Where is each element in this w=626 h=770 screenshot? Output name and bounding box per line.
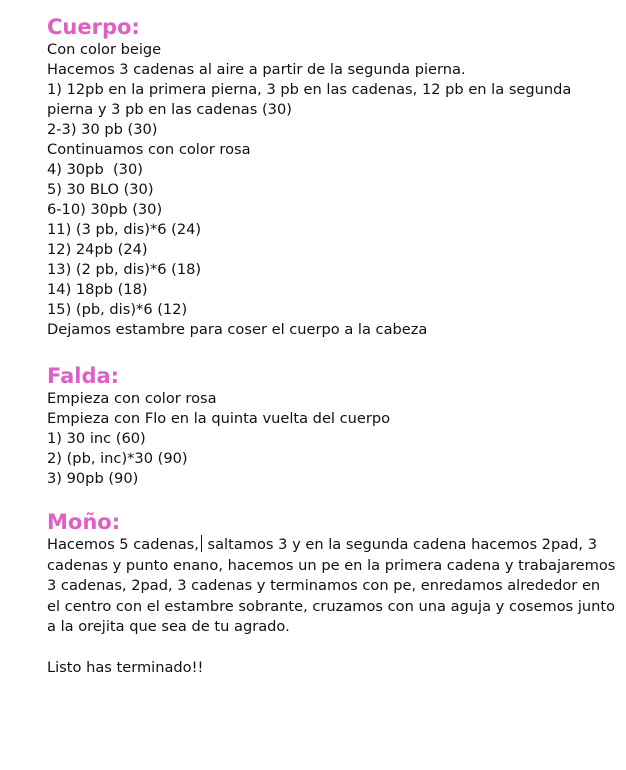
instruction-line: Hacemos 3 cadenas al aire a partir de la segunda pierna. bbox=[47, 61, 466, 78]
cuerpo-lines bbox=[47, 40, 617, 340]
pattern-document bbox=[47, 14, 617, 678]
instruction-line: 3) 90pb (90) bbox=[47, 470, 139, 487]
instruction-line: 5) 30 BLO (30) bbox=[47, 181, 154, 198]
text-cursor-icon bbox=[201, 535, 202, 552]
instruction-line: 4) 30pb (30) bbox=[47, 161, 143, 178]
instruction-line: 13) (2 pb, dis)*6 (18) bbox=[47, 261, 202, 278]
instruction-line: Empieza con color rosa bbox=[47, 390, 217, 407]
instruction-line: 1) 12pb en la primera pierna, 3 pb en las cadenas, 12 pb en la segunda bbox=[47, 81, 572, 98]
instruction-line: 12) 24pb (24) bbox=[47, 241, 148, 258]
instruction-line: 14) 18pb (18) bbox=[47, 281, 148, 298]
instruction-line: 15) (pb, dis)*6 (12) bbox=[47, 301, 188, 318]
instruction-line: 2-3) 30 pb (30) bbox=[47, 121, 158, 138]
instruction-line: Empieza con Flo en la quinta vuelta del cuerpo bbox=[47, 410, 391, 427]
heading-mono: Moño: bbox=[47, 510, 121, 534]
instruction-line: Con color beige bbox=[47, 41, 162, 58]
mono-paragraph-rest: saltamos 3 y en la segunda cadena hacemos 2pad, 3 cadenas y punto enano, hacemos un pe en la primera cadena y trabajaremos 3 cadenas, 2pad, 3 cadenas y terminamos con pe, enredamos alrededor en el centro con el estambre sobrante, cruzamos con una aguja y cosemos junto a la orejita que sea de tu agrado. bbox=[47, 536, 616, 635]
instruction-line: pierna y 3 pb en las cadenas (30) bbox=[47, 101, 292, 118]
instruction-line: 11) (3 pb, dis)*6 (24) bbox=[47, 221, 202, 238]
instruction-line: Dejamos estambre para coser el cuerpo a la cabeza bbox=[47, 321, 428, 338]
instruction-line: 1) 30 inc (60) bbox=[47, 430, 146, 447]
falda-lines bbox=[47, 389, 617, 489]
instruction-line: 2) (pb, inc)*30 (90) bbox=[47, 450, 188, 467]
instruction-line: Continuamos con color rosa bbox=[47, 141, 251, 158]
closing-text: Listo has terminado!! bbox=[47, 658, 204, 676]
heading-cuerpo: Cuerpo: bbox=[47, 15, 140, 39]
section-falda bbox=[47, 363, 617, 489]
heading-falda: Falda: bbox=[47, 364, 120, 388]
section-cuerpo bbox=[47, 14, 617, 340]
section-mono bbox=[47, 509, 617, 638]
mono-paragraph-start: Hacemos 5 cadenas, bbox=[47, 536, 199, 553]
instruction-line: 6-10) 30pb (30) bbox=[47, 201, 163, 218]
mono-paragraph bbox=[47, 535, 617, 638]
